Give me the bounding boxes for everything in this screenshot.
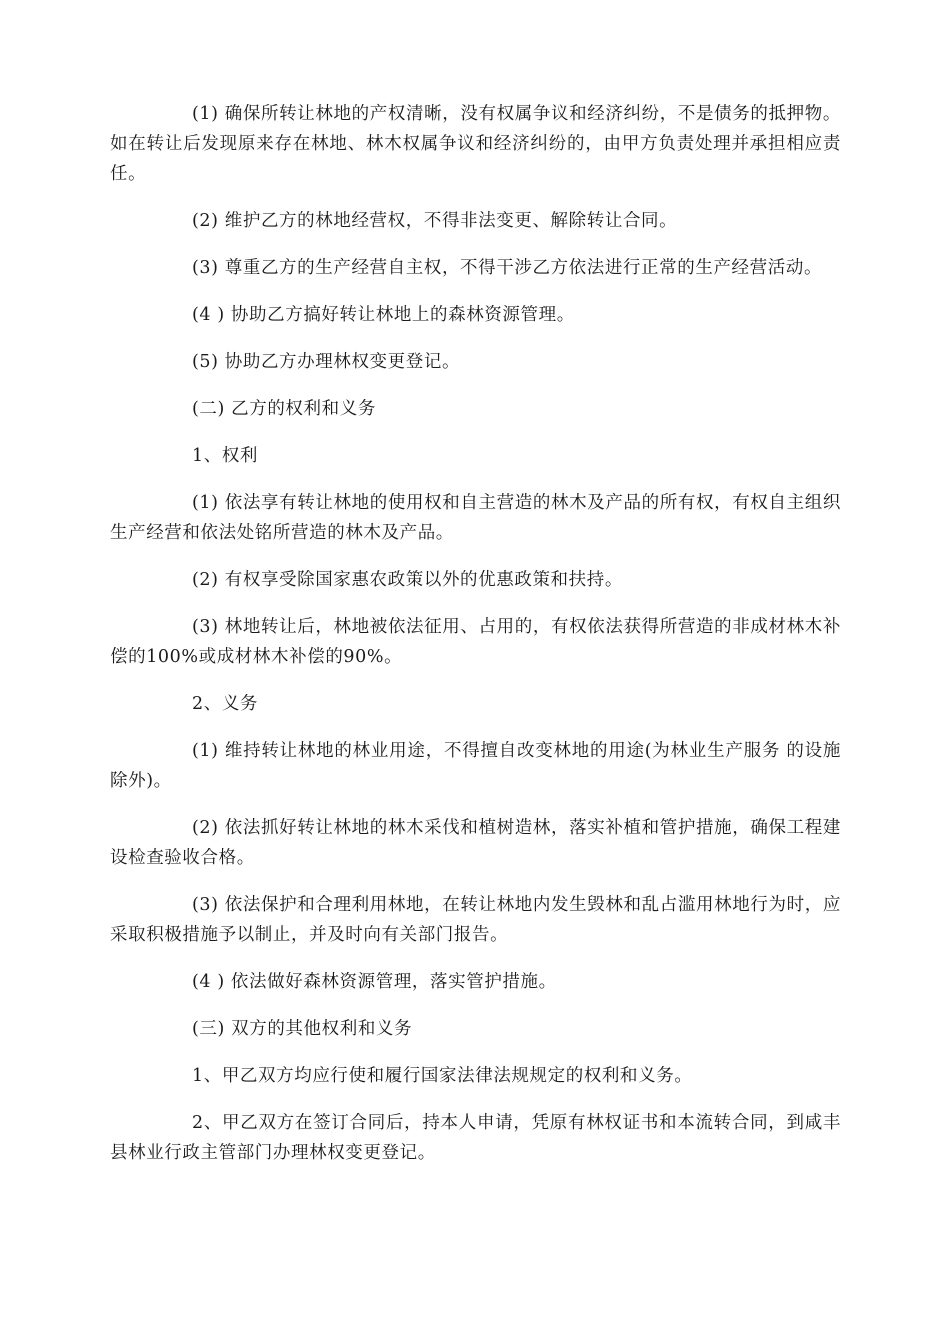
section-heading-both-parties: (三) 双方的其他权利和义务 [192, 1019, 413, 1039]
paragraph-duty-1: (1) 维持转让林地的林业用途，不得擅自改变林地的用途(为林业生产服务 的设施除外)。 [110, 741, 841, 791]
document-body [110, 99, 841, 1185]
subheading-duties: 2、义务 [192, 694, 259, 714]
paragraph-duty-3: (3) 依法保护和合理利用林地，在转让林地内发生毁林和乱占滥用林地行为时，应采取积极措施予以制止，并及时向有关部门报告。 [110, 895, 841, 945]
paragraph-mutual-1: 1、甲乙双方均应行使和履行国家法律法规规定的权利和义务。 [192, 1066, 693, 1086]
paragraph-mutual-2: 2、甲乙双方在签订合同后，持本人申请，凭原有林权证书和本流转合同，到咸丰县林业行政主管部门办理林权变更登记。 [110, 1113, 841, 1163]
paragraph-obligation-4: (4 ) 协助乙方搞好转让林地上的森林资源管理。 [192, 305, 575, 325]
paragraph-obligation-3: (3) 尊重乙方的生产经营自主权，不得干涉乙方依法进行正常的生产经营活动。 [192, 258, 823, 278]
paragraph-obligation-5: (5) 协助乙方办理林权变更登记。 [192, 352, 461, 372]
paragraph-duty-4: (4 ) 依法做好森林资源管理，落实管护措施。 [192, 972, 557, 992]
paragraph-duty-2: (2) 依法抓好转让林地的林木采伐和植树造林，落实补植和管护措施，确保工程建设检查验收合格。 [110, 818, 841, 868]
subheading-rights: 1、权利 [192, 446, 259, 466]
paragraph-right-2: (2) 有权享受除国家惠农政策以外的优惠政策和扶持。 [192, 570, 623, 590]
paragraph-obligation-1: (1) 确保所转让林地的产权清晰，没有权属争议和经济纠纷，不是债务的抵押物。如在转让后发现原来存在林地、林木权属争议和经济纠纷的，由甲方负责处理并承担相应责任。 [110, 104, 841, 184]
section-heading-party-b: (二) 乙方的权利和义务 [192, 399, 376, 419]
paragraph-right-3: (3) 林地转让后，林地被依法征用、占用的，有权依法获得所营造的非成材林木补偿的100%或成材林木补偿的90%。 [110, 617, 841, 667]
paragraph-right-1: (1) 依法享有转让林地的使用权和自主营造的林木及产品的所有权，有权自主组织生产经营和依法处铭所营造的林木及产品。 [110, 493, 841, 543]
paragraph-obligation-2: (2) 维护乙方的林地经营权，不得非法变更、解除转让合同。 [192, 211, 678, 231]
